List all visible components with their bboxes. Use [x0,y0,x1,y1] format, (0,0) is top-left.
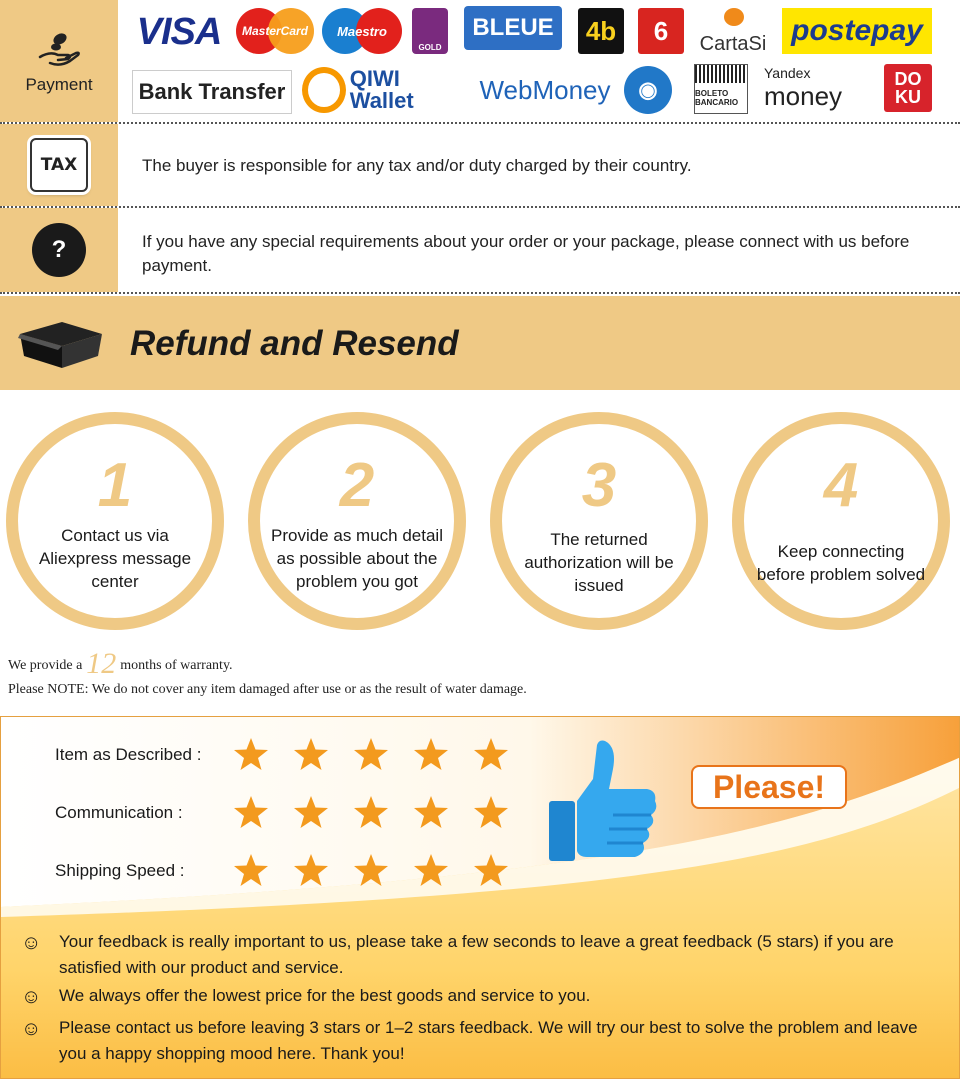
warranty-line [8,647,527,680]
feedback-text: We always offer the lowest price for the best goods and service to you. [59,986,591,1005]
visa-logo: VISA [136,10,222,53]
warranty-notice [8,647,527,702]
special-text: If you have any special requirements about your order or your package, please connect with us before payment. [142,232,910,275]
star-icon [233,795,269,829]
star-icon [413,795,449,829]
webmoney-logo: WebMoney [479,74,611,105]
step-circle [732,412,950,630]
star-icon [413,737,449,771]
feedback-text: Your feedback is really important to us, please take a few seconds to leave a great feedback (5 stars) if you are satisfied with our product and service. [59,932,894,977]
feedback-item [21,929,947,981]
qiwi-logo [302,64,462,116]
carte-bleue-logo: BLEUE [464,6,562,50]
warranty-suffix: months of warranty. [120,658,233,673]
step-number: 4 [823,451,859,520]
payment-row [0,0,960,122]
special-side [0,208,118,292]
star-icon [473,795,509,829]
rating-label-item: Item as Described : [55,745,202,764]
star-icon [413,853,449,887]
feedback-panel [0,716,960,1079]
star-icon [233,853,269,887]
tax-text: The buyer is responsible for any tax and/or duty charged by their country. [142,156,692,175]
smiley-icon: ☺ [21,986,42,1008]
cartasi-logo [694,8,772,56]
money-text: money [764,80,843,111]
please-badge: Please! [691,765,847,809]
doku-logo: DO KU [884,64,932,112]
step-text: Contact us via Aliexpress message center [38,526,192,591]
payment-side [0,0,118,122]
step-text: Keep connecting before problem solved [756,542,926,584]
refund-title: Refund and Resend [130,324,459,363]
star-icon [473,737,509,771]
yandex-money-logo [764,62,868,114]
feedback-item [21,983,947,1009]
smiley-icon: ☺ [21,932,42,954]
smiley-icon: ☺ [21,1018,42,1040]
mastercard-logo [236,8,314,54]
rating-stars [233,795,509,829]
star-icon [293,737,329,771]
bank-transfer-logo: Bank Transfer [132,70,292,114]
tax-row [0,124,960,206]
box-icon [18,320,104,370]
payment-label: Payment [25,75,93,94]
cartasi-text: CartaSi [699,33,767,55]
tax-side [0,124,118,206]
step-number: 3 [581,451,617,520]
rating-stars [233,737,509,771]
refund-header [0,296,960,390]
feedback-item [21,1015,947,1067]
star-icon [293,853,329,887]
warranty-prefix: We provide a [8,658,83,673]
card-6000-logo: 6 [638,8,684,54]
postepay-logo: postepay [782,8,932,54]
star-icon [353,853,389,887]
feedback-text: Please contact us before leaving 3 stars or 1–2 stars feedback. We will try our best to solve the problem and leave you a happy shopping mood here. Thank you! [59,1018,918,1063]
gold-card-logo: GOLD [412,8,448,54]
step-number: 1 [97,451,133,520]
yandex-text: Yandex [764,64,811,81]
step-number: 2 [339,451,375,520]
star-icon [353,795,389,829]
warranty-note: Please NOTE: We do not cover any item damaged after use or as the result of water damage. [8,682,527,697]
rating-label-shipping: Shipping Speed : [55,861,185,880]
question-icon: ? [32,223,86,277]
warranty-months: 12 [86,647,117,680]
rating-stars [233,853,509,887]
maestro-text: Maestro [337,23,387,39]
star-icon [293,795,329,829]
webmoney-globe-icon: ◉ [624,66,672,114]
mastercard-text: MasterCard [241,24,309,38]
step-circle [490,412,708,630]
special-row [0,208,960,292]
boleto-logo [694,64,748,114]
star-icon [473,853,509,887]
step-text: The returned authorization will be issued [524,530,674,595]
boleto-text: BOLETO BANCARIO [695,89,747,107]
card-4b-logo: 4b [578,8,624,54]
tax-icon: TAX [30,138,88,192]
hand-coin-icon [36,27,82,69]
qiwi-text: QIWI Wallet [349,66,414,113]
thumbs-up-icon [547,739,659,863]
divider [0,292,960,294]
step-circle [248,412,466,630]
step-circle [6,412,224,630]
star-icon [233,737,269,771]
step-text: Provide as much detail as possible about the problem you got [271,526,443,591]
rating-label-communication: Communication : [55,803,183,822]
maestro-logo [322,8,402,54]
star-icon [353,737,389,771]
